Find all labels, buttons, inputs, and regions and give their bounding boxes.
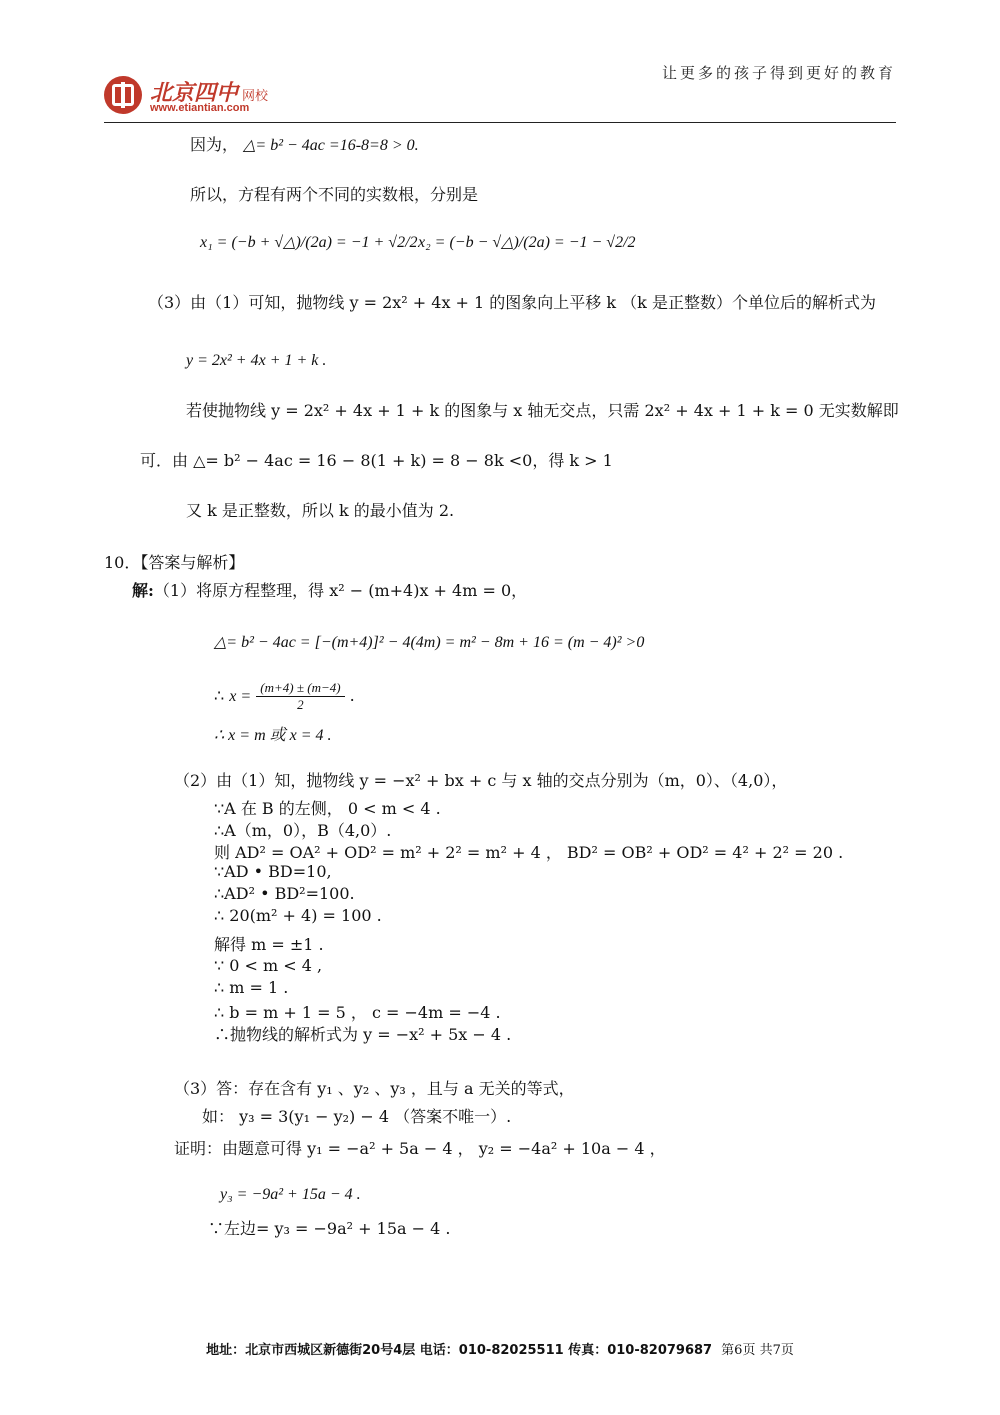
p3-line-1: （3）答：存在含有 y₁ 、y₂ 、y₃ ，且与 a 无关的等式， bbox=[174, 1079, 575, 1098]
p3-line-3: 证明：由题意可得 y₁ = −a² + 5a − 4 ， y₂ = −4a² + 10a − 4 ， bbox=[174, 1139, 666, 1158]
root-x1: x₁ = (−b + √△)/(2a) = −1 + √2/2 bbox=[200, 234, 418, 251]
q10-discriminant: △= b² − 4ac = [−(m+4)]² − 4(4m) = m² − 8m + 16 = (m − 4)² >0 bbox=[214, 634, 645, 651]
p3-line-5: ∵左边= y₃ = −9a² + 15a − 4 . bbox=[208, 1219, 451, 1238]
p2-line-4: 则 AD² = OA² + OD² = m² + 2² = m² + 4 ， BD² = OB² + OD² = 4² + 2² = 20 . bbox=[214, 843, 844, 862]
line-because: 因为， △= b² − 4ac =16-8=8 > 0. bbox=[190, 135, 419, 154]
p2-line-12: ∴抛物线的解析式为 y = −x² + 5x − 4 . bbox=[214, 1025, 512, 1044]
brand-name: 北京四中 网校 bbox=[150, 80, 269, 106]
p2-line-10: ∴ m = 1 . bbox=[214, 978, 289, 997]
line-two-roots: 所以，方程有两个不同的实数根，分别是 bbox=[190, 185, 479, 204]
brand-url: www.etiantian.com bbox=[150, 102, 250, 114]
p3-line-4: y₃ = −9a² + 15a − 4 . bbox=[220, 1186, 361, 1203]
header-divider bbox=[104, 122, 896, 123]
header-slogan: 让更多的孩子得到更好的教育 bbox=[661, 64, 896, 82]
root-x2: x₂ = (−b − √△)/(2a) = −1 − √2/2 bbox=[418, 234, 636, 251]
q10-root-formula: ∴ x = $\frac{(m+4) \pm (m-4)}{2}$ . bbox=[214, 680, 355, 712]
footer-address: 地址：北京市西城区新德街20号4层 电话：010-82025511 传真：010-82079687 bbox=[206, 1343, 713, 1358]
p2-line-8: 解得 m = ±1 . bbox=[214, 935, 324, 954]
p2-line-7: ∴ 20(m² + 4) = 100 . bbox=[214, 906, 382, 925]
solution-label: 解: bbox=[132, 581, 154, 600]
q10-roots: ∴ x = m 或 x = 4 . bbox=[214, 727, 332, 744]
p2-line-6: ∴AD² • BD²=100. bbox=[214, 884, 355, 903]
shifted-expression: y = 2x² + 4x + 1 + k . bbox=[186, 352, 327, 369]
page-footer bbox=[0, 1339, 1000, 1358]
q10-title: 10．【答案与解析】 bbox=[104, 553, 245, 572]
discriminant-line: 可．由 △= b² − 4ac = 16 − 8(1 + k) = 8 − 8k <0，得 k > 1 bbox=[140, 451, 613, 470]
q10-part1: 解:（1）将原方程整理，得 x² − (m+4)x + 4m = 0， bbox=[132, 581, 528, 600]
p2-line-1: （2）由（1）知，抛物线 y = −x² + bx + c 与 x 轴的交点分别为（m，0）、（4,0）， bbox=[174, 771, 788, 790]
school-logo-icon bbox=[104, 76, 142, 114]
p3-line-2: 如： y₃ = 3(y₁ − y₂) − 4 （答案不唯一）. bbox=[202, 1107, 512, 1126]
p2-line-2: ∵A 在 B 的左侧， 0 < m < 4 . bbox=[214, 799, 441, 818]
condition-line: 若使抛物线 y = 2x² + 4x + 1 + k 的图象与 x 轴无交点，只需 2x² + 4x + 1 + k = 0 无实数解即 bbox=[186, 401, 899, 420]
part3-intro: （3）由（1）可知，抛物线 y = 2x² + 4x + 1 的图象向上平移 k （k 是正整数）个单位后的解析式为 bbox=[148, 293, 876, 312]
min-k-line: 又 k 是正整数，所以 k 的最小值为 2. bbox=[186, 501, 455, 520]
p2-line-3: ∴A（m，0），B（4,0）. bbox=[214, 821, 392, 840]
p2-line-11: ∴ b = m + 1 = 5 ， c = −4m = −4 . bbox=[214, 1003, 501, 1022]
page-number: 第6页 共7页 bbox=[721, 1343, 794, 1358]
p2-line-9: ∵ 0 < m < 4 , bbox=[214, 956, 323, 975]
p2-line-5: ∵AD • BD=10, bbox=[214, 862, 332, 881]
